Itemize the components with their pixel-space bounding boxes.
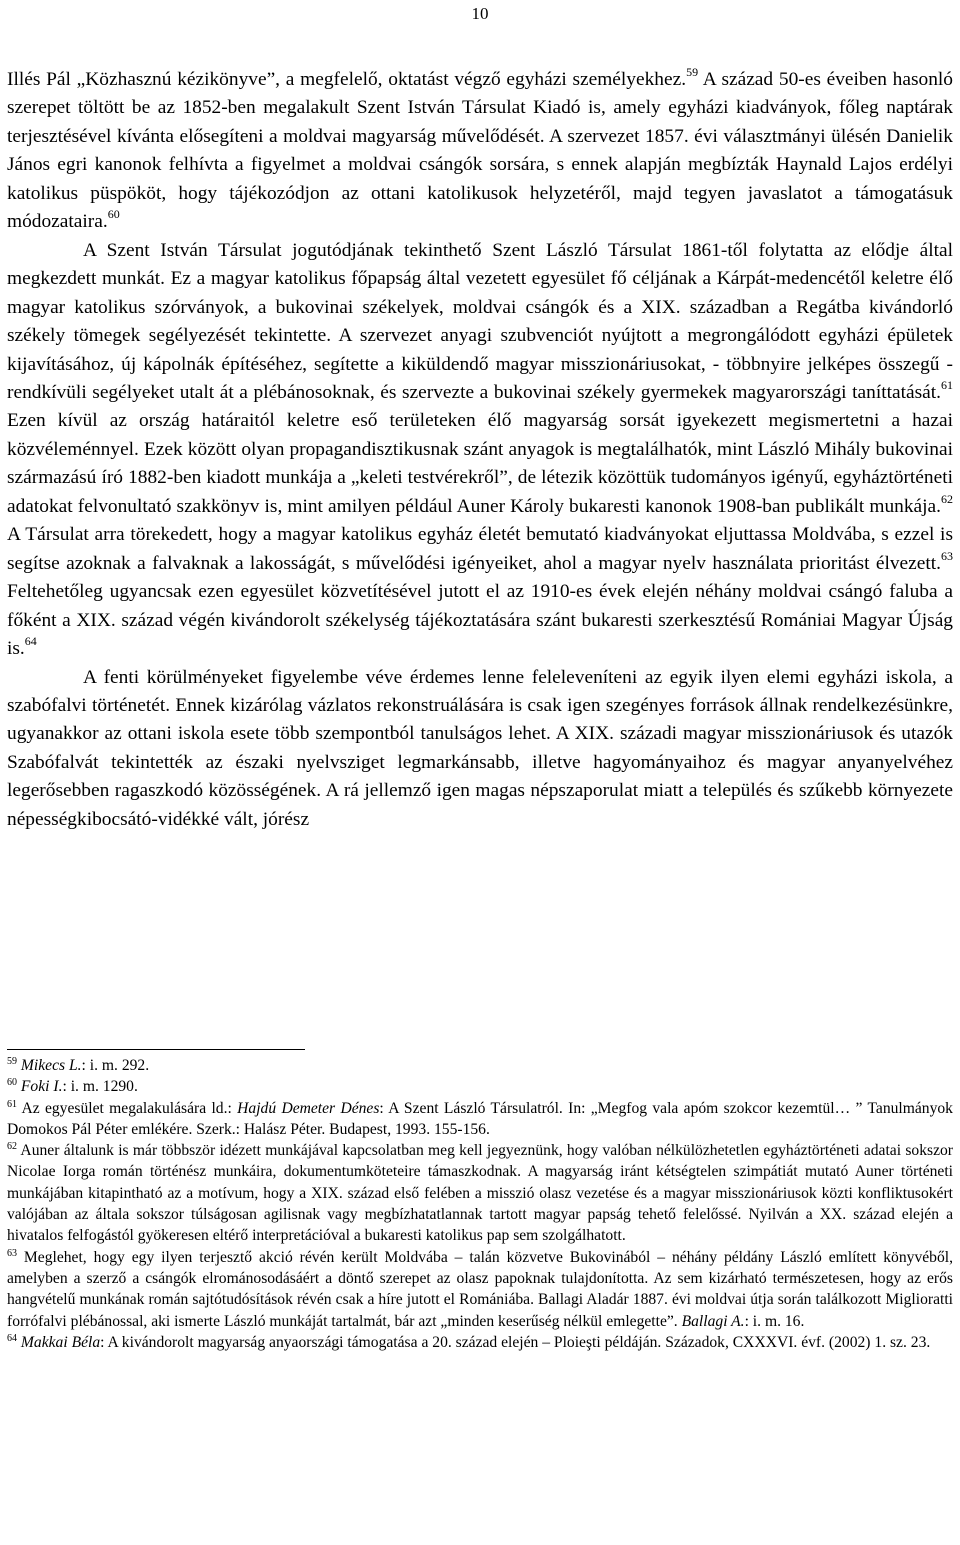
footnote-61-text-a: Az egyesület megalakulására ld.: xyxy=(17,1099,238,1117)
paragraph-1-text-a: Illés Pál „Közhasznú kézikönyve”, a megfelelő, oktatást végző egyházi személyekhez. xyxy=(7,69,687,90)
footnote-62-text: Auner általunk is már többször idézett munkájával kapcsolatban meg kell jegyeznünk, hogy valóban nélkülözhetetlen egyháztörténeti adatai sokszor Nicolae Iorga román történész munkáira, dokumentumköteteire támaszkodnak. A magyarság iránt kétségtelen szimpátiát mutató Auner történeti munkájában kitapintható az a motívum, hogy a XIX. század első felében a misszió olasz vezetése és a magyar misszionáriusok közti konfliktusokért valójában az általa sokszor túlságosan agilisnak vagy megbízhatatlannak tartott magyar papság tehető felelőssé. Nyilván a XX. század elején a hivatalos felfogástól gyökeresen eltérő interpretációval a bukaresti katolikus pap sem szolgálhatott. xyxy=(7,1142,953,1245)
footnotes xyxy=(7,1055,953,1353)
footnote-61-number: 61 xyxy=(7,1098,17,1110)
paragraph-1 xyxy=(7,66,953,237)
footnote-ref-62[interactable]: 62 xyxy=(941,491,953,506)
footnote-62 xyxy=(7,1140,953,1246)
footnote-59-author: Mikecs L. xyxy=(20,1057,82,1074)
paragraph-1-text-b: A század 50-es éveiben hasonló szerepet töltött be az 1852-ben megalakult Szent István Társulat Kiadó is, amely egyházi kiadványok, főleg naptárak terjesztésével kívánta elősegíteni a moldvai magyarság művelődését. A szervezet 1857. évi választmányi ülésén Danielik János egri kanonok felhívta a figyelmet a moldvai csángók sorsára, s ennek alapján megbízták Haynald Lajos erdélyi katolikus püspököt, hogy tájékozódjon az ottani katolikusok helyzetéről, majd tegyen javaslatot a támogatásuk módozataira. xyxy=(7,69,953,233)
footnote-59-text: : i. m. 292. xyxy=(81,1057,150,1074)
footnote-59-number: 59 xyxy=(7,1056,17,1067)
footnote-ref-59[interactable]: 59 xyxy=(686,65,699,79)
footnote-62-number: 62 xyxy=(7,1141,17,1153)
footnote-61-text-b: : A Szent László Társulatról. In: „Megfog vala apóm szokcor kezemtül… ” Tanulmányok Domokos Pál Péter emlékére. Szerk.: Halász Péter. Budapest, 1993. 155-156. xyxy=(7,1099,953,1138)
footnote-63-text: Meglehet, hogy egy ilyen terjesztő akció révén került Moldvába – talán közvetve Bukovinából – néhány példány László említett könyvéből, amelyben a szerző a csángók elrománosodásáért a döntő szerepet az olasz papoknak tulajdonította. Az sem kizárható természetesen, hogy az erős hangvételű munkának román sajtótudósítások révén csak a híre jutott el Romániába. Ballagi Aladár 1887. évi moldvai útja során találkozott Miglioratti forrófalvi plébánossal, aki ismerte László munkáját tartalmát, bár azt „minden keserűség nélkül emlegette”. xyxy=(7,1248,953,1330)
footnote-63-author: Ballagi A. xyxy=(681,1312,745,1330)
footnote-60 xyxy=(7,1076,953,1097)
footnote-61 xyxy=(7,1098,953,1141)
footnote-59 xyxy=(7,1055,953,1076)
footnote-ref-63[interactable]: 63 xyxy=(941,548,953,563)
footnote-60-number: 60 xyxy=(7,1077,17,1089)
footnote-63 xyxy=(7,1247,953,1332)
footnote-64-number: 64 xyxy=(7,1332,17,1344)
paragraph-2-text-d: Feltehetőleg ugyancsak ezen egyesület közvetítésével jutott el az 1910-es évek elején néhány moldvai csángó faluba a főként a XIX. század végén kivándorolt székelység tájékoztatására szánt bukaresti szerkesztésű Romániai Magyar Újság is. xyxy=(7,581,953,660)
paragraph-2-text-a: A Szent István Társulat jogutódjának tekinthető Szent László Társulat 1861-től folytatta az elődje által megkezdett munkát. Ez a magyar katolikus főpapság által vezetett egyesület fő céljának a Kárpát-medencétől keletre élő magyar katolikus szórványok, a bukovinai székelyek, moldvai csángók és a XIX. században a Regátba kivándorló székely tömegek segélyezését tekintette. A szervezet anyagi szubvenciót nyújtott a megrongálódott egyházi épületek kijavításához, új kápolnák építéséhez, segítette a kiküldendő magyar misszionáriusokat, - többnyire jelképes összegű - rendkívüli segélyeket utalt át a plébánosoknak, és szervezte a bukovinai székely gyermekek magyarországi taníttatását. xyxy=(7,239,953,403)
footnote-61-author: Hajdú Demeter Dénes xyxy=(237,1099,380,1117)
footnote-63-number: 63 xyxy=(7,1247,17,1259)
footnote-64 xyxy=(7,1332,953,1353)
paragraph-3: A fenti körülményeket figyelembe véve érdemes lenne feleleveníteni az egyik ilyen elemi egyházi iskola, a szabófalvi történetét. Ennek kizárólag vázlatos rekonstruálására is csak igen szegényes források állnak rendelkezésünkre, ugyanakkor az ottani iskola esete több szempontból tanulságos lehet. A XIX. századi magyar misszionáriusok és utazók Szabófalvát tekintették az északi nyelvsziget legmarkánsabb, illetve hagyományaihoz és magyar anyanyelvéhez legerősebben ragaszkodó közösségének. A rá jellemző igen magas népszaporulat miatt a település és szűkebb környezete népességkibocsátó-vidékké vált, jórész xyxy=(7,666,953,830)
footnote-60-text: : i. m. 1290. xyxy=(62,1078,138,1096)
footnote-ref-61[interactable]: 61 xyxy=(941,377,953,392)
footnote-60-author: Foki I. xyxy=(20,1078,63,1096)
paragraph-2 xyxy=(7,237,953,664)
paragraph-2-text-c: A Társulat arra törekedett, hogy a magyar katolikus egyház életét bemutató kiadványokat eljuttassa Moldvába, s ezzel is segítse azoknak a falvaknak a lakosságát, s művelődési igényeiket, ahol a magyar nyelv használata prioritást élvezett. xyxy=(7,524,953,574)
footnote-separator xyxy=(7,1049,305,1050)
footnote-64-text: : A kivándorolt magyarság anyaországi támogatása a 20. század elején – Ploieşti példáján. Századok, CXXXVI. évf. (2002) 1. sz. 23. xyxy=(100,1333,931,1351)
footnote-63-text-b: : i. m. 16. xyxy=(744,1312,805,1330)
footnote-64-author: Makkai Béla xyxy=(20,1333,101,1351)
footnote-ref-64[interactable]: 64 xyxy=(24,634,37,649)
footnote-ref-60[interactable]: 60 xyxy=(107,207,120,222)
body-text xyxy=(7,66,953,834)
paragraph-2-text-b: Ezen kívül az ország határaitól keletre eső területeken élő magyarság sorsát igyekezett megismertetni a hazai közvéleménnyel. Ezek között olyan propagandisztikusnak szánt anyagok is megtalálhatók, mint László Mihály bukovinai származású író 1882-ben kiadott munkája a „keleti testvérekről”, de létezik közöttük tudományos igényű, egyháztörténeti adatokat felvonultató szakkönyv is, mint amilyen például Auner Károly bukaresti kanonok 1908-ban publikált munkája. xyxy=(7,410,953,517)
page-number: 10 xyxy=(471,4,489,23)
